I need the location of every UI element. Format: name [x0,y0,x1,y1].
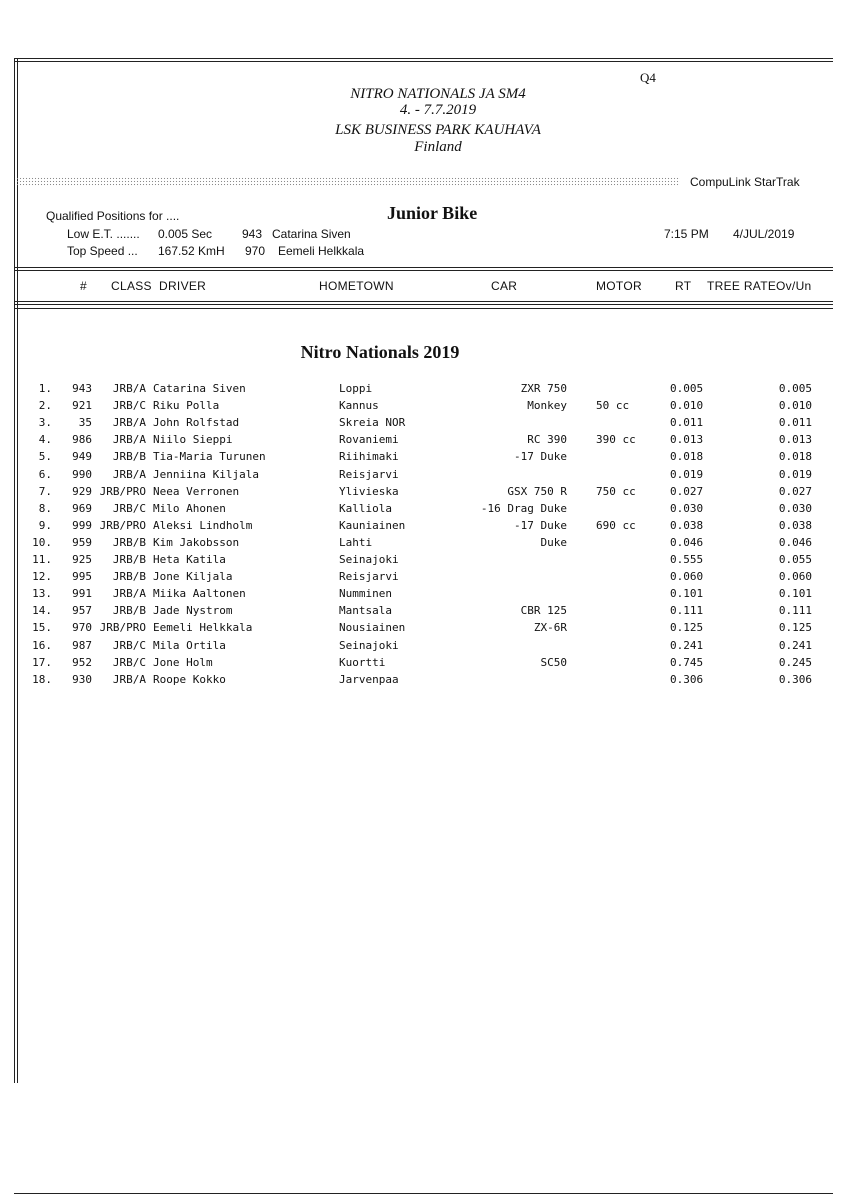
driver-cell: Tia-Maria Turunen [153,450,266,464]
position-cell: 9. [38,518,52,532]
class-cell: JRB/B [112,535,146,549]
rt-cell: 0.013 [670,433,704,447]
number-cell: 35 [78,416,92,430]
ov-un-cell: 0.306 [778,672,812,686]
table-row [0,416,848,433]
ov-un-cell: 0.011 [778,416,812,430]
col-num: # [80,279,87,293]
class-cell: JRB/C [112,638,146,652]
low-et-num: 943 [242,227,263,241]
rule-6 [14,304,833,305]
rt-cell: 0.030 [670,501,704,515]
table-row [0,485,848,502]
driver-cell: Jade Nystrom [153,604,233,618]
class-cell: JRB/B [112,450,146,464]
event-country: Finland [414,139,462,155]
car-cell: CBR 125 [520,604,567,618]
rt-cell: 0.018 [670,450,704,464]
table-row [0,639,848,656]
rt-cell: 0.306 [670,672,704,686]
ov-un-cell: 0.241 [778,638,812,652]
car-cell: ZX-6R [533,621,567,635]
car-cell: RC 390 [527,433,567,447]
top-speed-label: Top Speed ... [67,244,138,258]
low-et-name: Catarina Siven [272,227,351,241]
rt-cell: 0.019 [670,467,704,481]
position-cell: 13. [32,587,52,601]
motor-cell: 50 cc [596,399,630,413]
ov-un-cell: 0.013 [778,433,812,447]
number-cell: 930 [72,672,92,686]
ov-un-cell: 0.010 [778,399,812,413]
rule-4 [14,270,833,271]
class-cell: JRB/A [112,467,146,481]
number-cell: 995 [72,570,92,584]
table-row [0,656,848,673]
table-row [0,621,848,638]
position-cell: 5. [38,450,52,464]
number-cell: 952 [72,655,92,669]
col-tree-rate: TREE RATE [707,279,777,293]
car-cell: Monkey [527,399,567,413]
position-cell: 12. [32,570,52,584]
hometown-cell: Numminen [339,587,392,601]
class-cell: JRB/C [112,655,146,669]
class-cell: JRB/B [112,553,146,566]
ov-un-cell: 0.111 [778,604,812,618]
hometown-cell: Seinajoki [339,638,399,652]
col-class: CLASS [111,279,152,293]
rt-cell: 0.060 [670,570,704,584]
class-cell: JRB/PRO [99,621,146,635]
hometown-cell: Loppi [339,382,373,395]
car-cell: Duke [540,535,567,549]
car-cell: SC50 [540,655,567,669]
class-cell: JRB/B [112,570,146,584]
position-cell: 10. [32,535,52,549]
driver-cell: Neea Verronen [153,484,240,498]
number-cell: 949 [72,450,92,464]
driver-cell: Heta Katila [153,553,226,566]
rt-cell: 0.101 [670,587,704,601]
rule-7 [14,308,833,309]
number-cell: 929 [72,484,92,498]
software-label: CompuLink StarTrak [690,175,800,189]
position-cell: 11. [32,553,52,566]
table-row [0,587,848,604]
dotted-separator [16,177,680,186]
col-hometown: HOMETOWN [319,279,394,293]
position-cell: 4. [38,433,52,447]
class-cell: JRB/A [112,672,146,686]
rt-cell: 0.005 [670,382,704,395]
car-cell: -16 Drag Duke [480,501,567,515]
class-cell: JRB/A [112,382,146,395]
rt-cell: 0.010 [670,399,704,413]
ov-un-cell: 0.030 [778,501,812,515]
hometown-cell: Jarvenpaa [339,672,399,686]
rt-cell: 0.111 [670,604,704,618]
hometown-cell: Reisjarvi [339,467,399,481]
table-row [0,604,848,621]
table-row [0,673,848,690]
driver-cell: Roope Kokko [153,672,226,686]
table-row [0,519,848,536]
driver-cell: Milo Ahonen [153,501,226,515]
class-cell: JRB/C [112,399,146,413]
number-cell: 925 [72,553,92,566]
ov-un-cell: 0.101 [778,587,812,601]
class-cell: JRB/A [112,587,146,601]
ov-un-cell: 0.018 [778,450,812,464]
class-cell: JRB/PRO [99,518,146,532]
table-row [0,399,848,416]
position-cell: 1. [38,382,52,395]
driver-cell: Catarina Siven [153,382,246,395]
low-et-value: 0.005 Sec [158,227,213,241]
hometown-cell: Kalliola [339,501,392,515]
number-cell: 959 [72,535,92,549]
rt-cell: 0.027 [670,484,704,498]
class-cell: JRB/PRO [99,484,146,498]
hometown-cell: Kuortti [339,655,386,669]
hometown-cell: Skreia NOR [339,416,406,430]
class-title: Junior Bike [387,203,478,223]
ov-un-cell: 0.125 [778,621,812,635]
hometown-cell: Rovaniemi [339,433,399,447]
event-subtitle: Nitro Nationals 2019 [300,342,460,362]
driver-cell: Mila Ortila [153,638,226,652]
driver-cell: John Rolfstad [153,416,240,430]
qualified-label: Qualified Positions for .... [46,209,180,223]
table-row [0,502,848,519]
car-cell: ZXR 750 [520,382,567,395]
hometown-cell: Reisjarvi [339,570,399,584]
number-cell: 969 [72,501,92,515]
ov-un-cell: 0.005 [778,382,812,395]
hometown-cell: Nousiainen [339,621,406,635]
rt-cell: 0.011 [670,416,704,430]
rt-cell: 0.038 [670,518,704,532]
driver-cell: Aleksi Lindholm [153,518,253,532]
table-row [0,433,848,450]
motor-cell: 390 cc [596,433,636,447]
driver-cell: Eemeli Helkkala [153,621,253,635]
rt-cell: 0.125 [670,621,704,635]
number-cell: 999 [72,518,92,532]
hometown-cell: Kauniainen [339,518,406,532]
report-time: 7:15 PM [664,227,709,241]
rt-cell: 0.745 [670,655,704,669]
top-speed-num: 970 [245,244,266,258]
top-speed-value: 167.52 KmH [158,244,225,258]
motor-cell: 750 cc [596,484,636,498]
class-cell: JRB/C [112,501,146,515]
ov-un-cell: 0.055 [778,553,812,566]
car-cell: -17 Duke [514,518,567,532]
top-rule [14,58,833,59]
number-cell: 991 [72,587,92,601]
top-rule-2 [14,61,833,62]
position-cell: 2. [38,399,52,413]
hometown-cell: Lahti [339,535,373,549]
motor-cell: 690 cc [596,518,636,532]
driver-cell: Jone Kiljala [153,570,233,584]
rt-cell: 0.241 [670,638,704,652]
car-cell: GSX 750 R [507,484,567,498]
event-name: NITRO NATIONALS JA SM4 [350,86,526,102]
position-cell: 7. [38,484,52,498]
col-motor: MOTOR [596,279,642,293]
number-cell: 987 [72,638,92,652]
ov-un-cell: 0.046 [778,535,812,549]
class-cell: JRB/A [112,433,146,447]
table-row [0,468,848,485]
report-date: 4/JUL/2019 [733,227,795,241]
top-speed-name: Eemeli Helkkala [278,244,365,258]
rt-cell: 0.046 [670,535,704,549]
col-rt: RT [675,279,692,293]
table-row [0,450,848,467]
bottom-rule [14,1193,833,1194]
driver-cell: Jenniina Kiljala [153,467,259,481]
driver-cell: Niilo Sieppi [153,433,233,447]
rule-3 [14,267,833,268]
ov-un-cell: 0.245 [778,655,812,669]
position-cell: 18. [32,672,52,686]
table-row [0,382,848,399]
low-et-label: Low E.T. ....... [67,227,140,241]
rt-cell: 0.555 [670,553,704,566]
position-cell: 16. [32,638,52,652]
col-ov-un: Ov/Un [776,279,812,293]
ov-un-cell: 0.027 [778,484,812,498]
table-row [0,570,848,587]
driver-cell: Riku Polla [153,399,220,413]
number-cell: 970 [72,621,92,635]
position-cell: 8. [38,501,52,515]
table-row [0,536,848,553]
col-car: CAR [491,279,518,293]
hometown-cell: Riihimaki [339,450,399,464]
position-cell: 17. [32,655,52,669]
driver-cell: Jone Holm [153,655,213,669]
hometown-cell: Ylivieska [339,484,399,498]
number-cell: 986 [72,433,92,447]
hometown-cell: Seinajoki [339,553,399,566]
class-cell: JRB/A [112,416,146,430]
position-cell: 3. [38,416,52,430]
position-cell: 6. [38,467,52,481]
hometown-cell: Mantsala [339,604,392,618]
position-cell: 15. [32,621,52,635]
round-label: Q4 [640,70,656,85]
driver-cell: Kim Jakobsson [153,535,240,549]
ov-un-cell: 0.038 [778,518,812,532]
col-driver: DRIVER [159,279,207,293]
number-cell: 921 [72,399,92,413]
event-venue: LSK BUSINESS PARK KAUHAVA [335,122,541,138]
number-cell: 957 [72,604,92,618]
car-cell: -17 Duke [514,450,567,464]
ov-un-cell: 0.060 [778,570,812,584]
table-row [0,553,848,570]
number-cell: 943 [72,382,92,395]
driver-cell: Miika Aaltonen [153,587,246,601]
class-cell: JRB/B [112,604,146,618]
number-cell: 990 [72,467,92,481]
rule-5 [14,301,833,302]
position-cell: 14. [32,604,52,618]
event-dates: 4. - 7.7.2019 [399,102,477,118]
ov-un-cell: 0.019 [778,467,812,481]
hometown-cell: Kannus [339,399,379,413]
